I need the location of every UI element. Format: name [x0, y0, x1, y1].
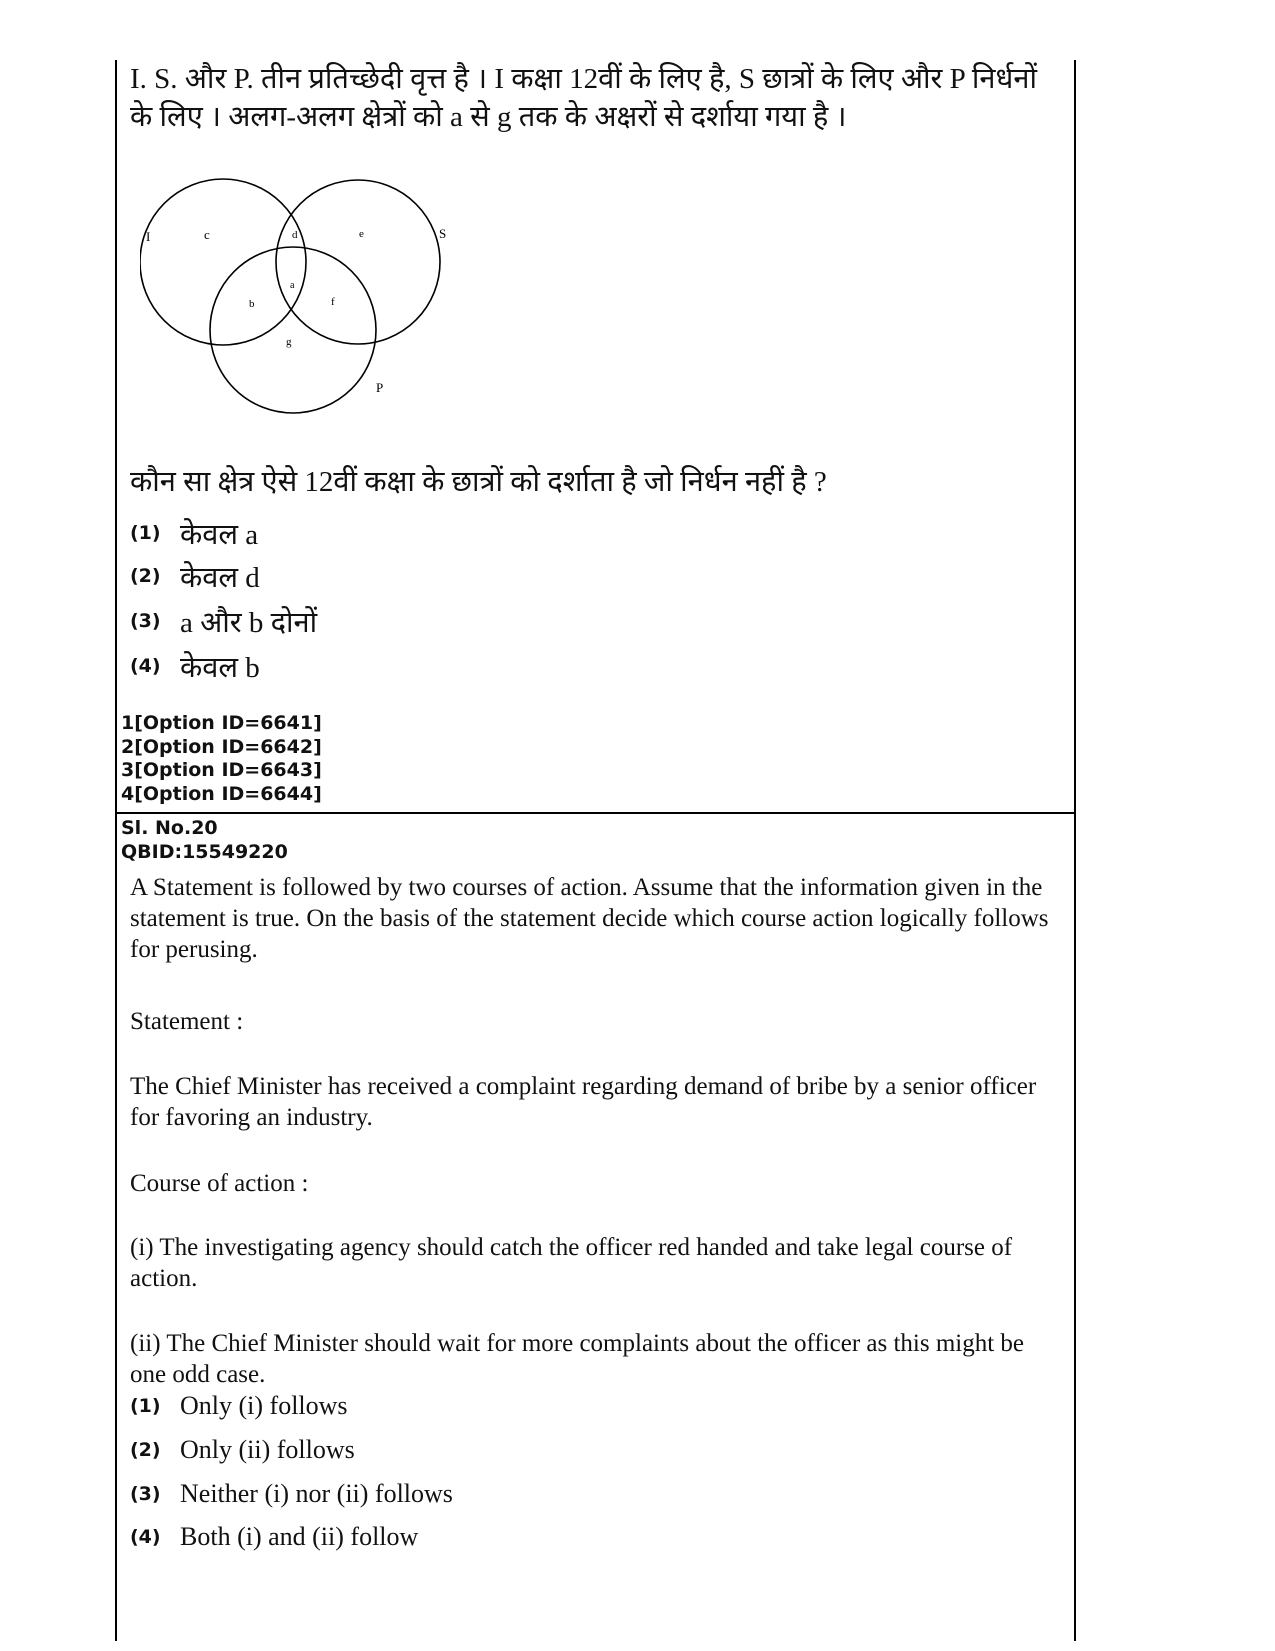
option-text: a और b दोनों [180, 606, 318, 639]
q20-option-4[interactable] [130, 1517, 418, 1557]
option-number: (2) [130, 1439, 161, 1461]
q20-course-heading: Course of action : [130, 1170, 309, 1197]
venn-label-s: S [439, 226, 447, 241]
venn-circle-i [140, 179, 306, 345]
question-divider [115, 812, 1076, 814]
q20-option-3[interactable] [130, 1474, 453, 1514]
q20-meta [121, 817, 288, 864]
option-text: Both (i) and (ii) follow [180, 1522, 419, 1551]
venn-region-d: d [292, 229, 298, 241]
option-number: (4) [130, 655, 161, 677]
q19-option-1[interactable] [130, 513, 258, 553]
q19-option-4[interactable] [130, 646, 260, 686]
venn-diagram [140, 175, 480, 440]
venn-label-p: P [376, 380, 384, 395]
q19-option-ids [121, 712, 322, 806]
q20-statement-heading: Statement : [130, 1008, 244, 1035]
option-text: Only (ii) follows [180, 1435, 355, 1464]
option-number: (4) [130, 1526, 161, 1548]
q20-statement: The Chief Minister has received a complaint regarding demand of bribe by a senior officer for favoring an industry. [130, 1073, 1037, 1131]
option-id: 4[Option ID=6644] [121, 782, 322, 805]
option-id: 1[Option ID=6641] [121, 712, 322, 734]
venn-region-f: f [331, 296, 335, 308]
q20-intro: A Statement is followed by two courses of action. Assume that the information given in the statement is true. On the basis of the statement decide which course action logically follows for perusing. [130, 874, 1049, 963]
option-number: (3) [130, 1483, 161, 1505]
option-text: Only (i) follows [180, 1391, 348, 1420]
venn-region-c: c [204, 227, 210, 242]
venn-region-g: g [286, 336, 292, 348]
sl-no: Sl. No.20 [121, 817, 218, 839]
q19-intro: I. S. और P. तीन प्रतिच्छेदी वृत्त है । I कक्षा 12वीं के लिए है, S छात्रों के लिए और P निर्धनों के लिए । अलग-अलग क्षेत्रों को a से g तक के अक्षरों से दर्शाया गया है । [130, 63, 1037, 133]
q20-option-1[interactable] [130, 1386, 348, 1426]
q20-course-1: (i) The investigating agency should catch the officer red handed and take legal course of action. [130, 1234, 1013, 1292]
option-id: 3[Option ID=6643] [121, 759, 322, 781]
venn-region-b: b [249, 298, 255, 310]
q19-option-2[interactable] [130, 556, 260, 596]
option-number: (3) [130, 610, 161, 632]
venn-region-e: e [359, 228, 364, 240]
option-id: 2[Option ID=6642] [121, 735, 322, 758]
option-text: केवल d [180, 561, 260, 594]
q20-option-2[interactable] [130, 1430, 355, 1470]
option-number: (1) [130, 1395, 161, 1417]
venn-circle-p [210, 247, 376, 413]
option-text: केवल a [180, 518, 259, 551]
option-number: (1) [130, 522, 161, 544]
venn-region-a: a [290, 280, 295, 291]
venn-circle-s [276, 180, 440, 344]
qbid: QBID:15549220 [121, 840, 288, 863]
venn-label-i: I [146, 229, 151, 244]
option-number: (2) [130, 565, 161, 587]
option-text: केवल b [180, 651, 260, 684]
q19-question: कौन सा क्षेत्र ऐसे 12वीं कक्षा के छात्रों को दर्शाता है जो निर्धन नहीं है ? [130, 466, 827, 498]
option-text: Neither (i) nor (ii) follows [180, 1479, 453, 1508]
q19-option-3[interactable] [130, 601, 317, 641]
q20-course-2: (ii) The Chief Minister should wait for more complaints about the officer as this might be one odd case. [130, 1330, 1025, 1388]
